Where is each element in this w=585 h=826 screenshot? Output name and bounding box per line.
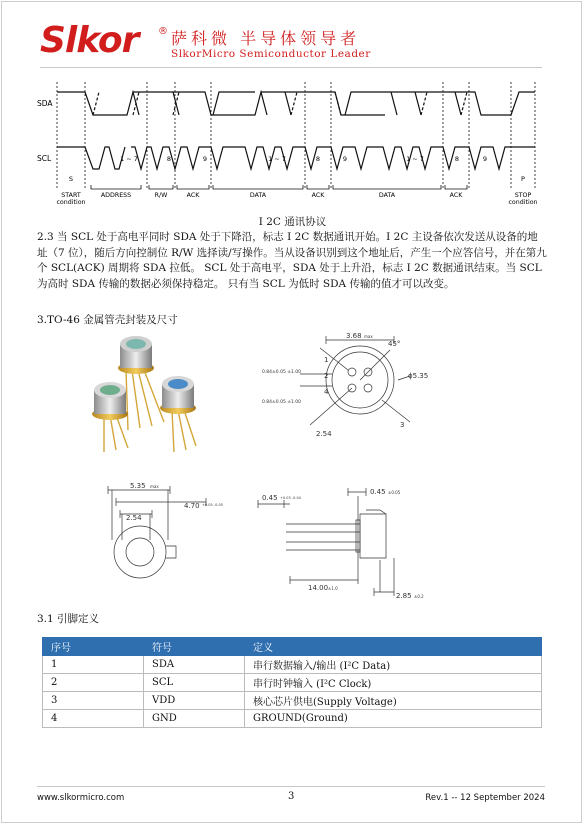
cell-definition: 串行数据输入/输出 (I²C Data): [245, 656, 542, 674]
phase-ack: ACK: [311, 192, 325, 199]
phase-stop: STOP: [514, 192, 532, 199]
cell-index: 3: [43, 692, 144, 710]
dim-tol: max: [150, 484, 159, 489]
pulse-label: 9: [202, 155, 208, 163]
table-header-row: [43, 638, 542, 656]
dim-tol: max: [364, 334, 373, 339]
company-name-cn: 萨科微 半导体领导者: [171, 29, 361, 48]
footer-website[interactable]: www.slkormicro.com: [37, 793, 125, 803]
table-row: [43, 656, 542, 674]
phase-ack: ACK: [449, 192, 463, 199]
bottom-view-drawing: [98, 480, 228, 590]
cell-index: 1: [43, 656, 144, 674]
dim-label: 5.35: [130, 482, 146, 490]
dim-label: 0.45: [262, 494, 278, 502]
sda-label: SDA: [37, 99, 53, 108]
company-name-en: SlkorMicro Semiconductor Leader: [171, 48, 371, 60]
cell-index: 2: [43, 674, 144, 692]
dim-tol: +0.03 -0.04: [280, 496, 301, 500]
phase-start: START: [61, 192, 81, 199]
tol-label: 0.84±0.05 ±1.00: [262, 400, 302, 405]
header-divider: [40, 67, 542, 68]
phase-data: DATA: [249, 192, 267, 199]
scl-label: SCL: [37, 154, 52, 163]
footer-divider: [37, 786, 545, 787]
phase-start-cond: condition: [56, 199, 86, 206]
pulse-label: 1 ~ 7: [120, 155, 138, 163]
product-photo: [82, 330, 212, 455]
dim-tol: +0.05 -0.05: [202, 503, 223, 507]
phase-rw: R/W: [154, 192, 168, 199]
cell-definition: 串行时钟输入 (I²C Clock): [245, 674, 542, 692]
table-row: [43, 710, 542, 728]
cell-symbol: GND: [144, 710, 245, 728]
dim-label: 2.54: [126, 514, 142, 522]
start-s-label: S: [68, 175, 74, 183]
i2c-timing-diagram: [35, 77, 550, 207]
pulse-label: 8: [454, 155, 460, 163]
pin-number: 4: [324, 388, 329, 396]
header-symbol: 符号: [144, 638, 245, 656]
stop-p-label: P: [521, 175, 525, 183]
pin-number: 3: [400, 421, 405, 429]
pin-definition-table: [42, 637, 542, 728]
phase-data: DATA: [378, 192, 396, 199]
cell-symbol: VDD: [144, 692, 245, 710]
pulse-label: 1 ~ 7: [268, 155, 286, 163]
dim-label: 14.00: [308, 584, 329, 592]
angle-label: 45°: [388, 340, 401, 348]
dim-label: 3.68: [346, 332, 362, 340]
sda-dash: [93, 92, 467, 115]
dia-label: ϕ5.35: [408, 372, 429, 380]
dim-label: 4.70: [184, 502, 200, 510]
cell-index: 4: [43, 710, 144, 728]
figure-caption: I 2C 通讯协议: [258, 216, 327, 228]
pin-number: 1: [324, 356, 329, 364]
side-view-drawing: [250, 480, 424, 602]
pulse-label: 8: [166, 155, 172, 163]
phase-stop-cond: condition: [508, 199, 538, 206]
table-row: [43, 674, 542, 692]
page-number: 3: [288, 791, 295, 802]
pulse-label: 9: [342, 155, 348, 163]
section-heading-pins: 3.1 引脚定义: [37, 613, 100, 625]
table-row: [43, 692, 542, 710]
dim-tol: ±0.2: [414, 594, 424, 599]
header-definition: 定义: [245, 638, 542, 656]
protocol-description: 2.3 当 SCL 处于高电平同时 SDA 处于下降沿，标志 I 2C 数据通讯开始。I 2C 主设备依次发送从设备的地址（7 位），随后方向控制位 R/W 选择读/写操作。当从设备识别到这个地址后，产生一个应答信号，并在第九个 SCL(ACK) 周期将 SDA 拉低。 SCL 处于高电平，SDA 处于上升沿，标志 I 2C 数据通讯结束。当 SCL 为高时 SDA 传输的数据必须保持稳定。 只有当 SCL 为低时 SDA 传输的值才可以改变。: [37, 231, 547, 290]
section-heading-package: 3.TO-46 金属管壳封装及尺寸: [37, 314, 178, 326]
dim-tol: ±1.0: [328, 586, 338, 591]
dim-tol: ±0.05: [388, 490, 401, 495]
brand-logo: Slkor: [40, 20, 139, 61]
registered-mark: ®: [158, 26, 168, 37]
phase-ack: ACK: [186, 192, 200, 199]
tol-label: 0.84±0.05 ±1.00: [262, 370, 302, 375]
pitch-label: 2.54: [316, 430, 332, 438]
cell-symbol: SCL: [144, 674, 245, 692]
dim-label: 0.45: [370, 488, 386, 496]
cell-definition: GROUND(Ground): [245, 710, 542, 728]
top-view-drawing: [260, 330, 440, 440]
cell-symbol: SDA: [144, 656, 245, 674]
dim-label: 2.85: [396, 592, 412, 600]
pin-number: 2: [324, 372, 329, 380]
pulse-label: 1 ~ 7: [406, 155, 424, 163]
pulse-label: 9: [482, 155, 488, 163]
header-index: 序号: [43, 638, 144, 656]
footer-revision: Rev.1 -- 12 September 2024: [425, 793, 545, 803]
phase-address: ADDRESS: [100, 192, 132, 199]
cell-definition: 核心芯片供电(Supply Voltage): [245, 692, 542, 710]
pulse-label: 8: [315, 155, 321, 163]
